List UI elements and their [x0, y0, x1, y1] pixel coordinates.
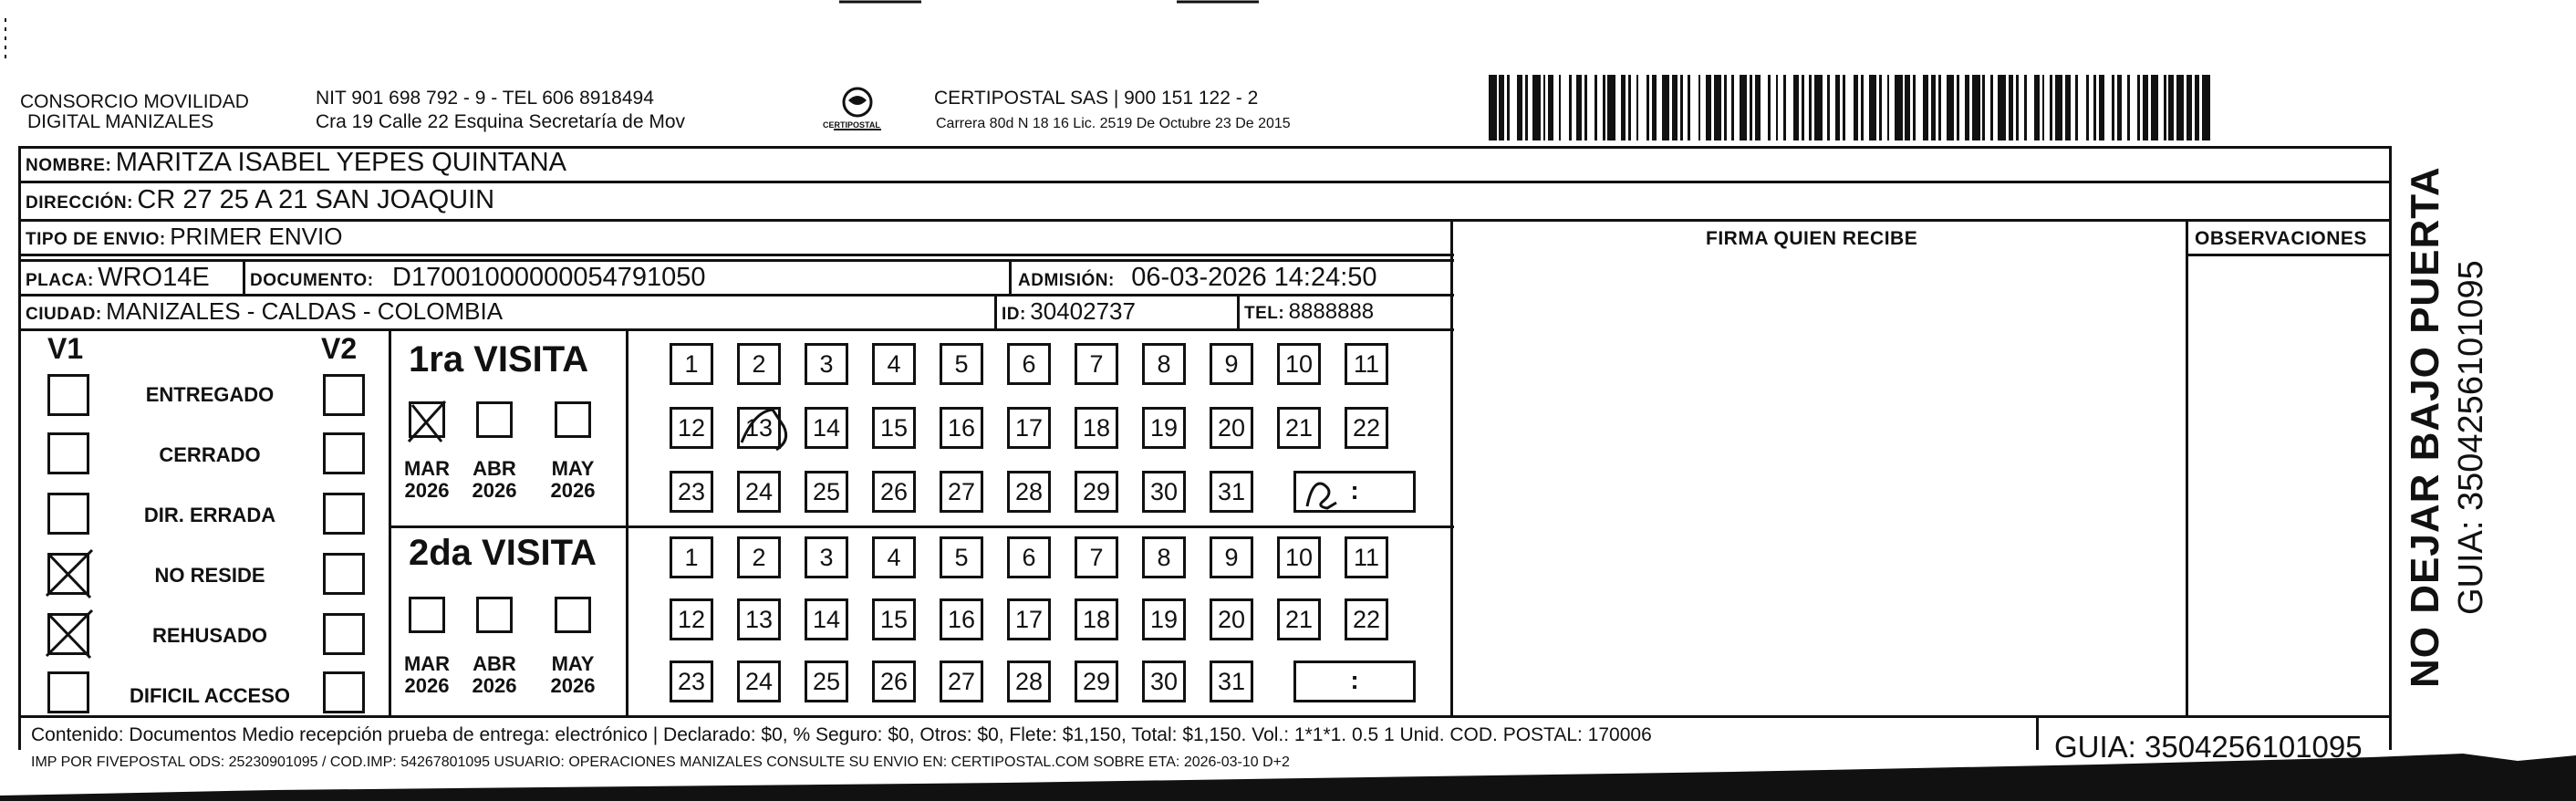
company-address: Cra 19 Calle 22 Esquina Secretaría de Mov — [316, 111, 686, 132]
handwritten-mark-icon — [736, 402, 791, 457]
day-box[interactable]: 18 — [1075, 598, 1118, 640]
month-checkbox[interactable] — [476, 401, 513, 438]
footer-guia: GUIA: 3504256101095 — [2054, 730, 2363, 764]
id-label: ID: — [1002, 305, 1026, 324]
day-box[interactable]: 30 — [1142, 471, 1186, 513]
certipostal-emblem-icon — [821, 84, 894, 139]
day-box[interactable]: 25 — [805, 661, 848, 702]
day-box[interactable]: 7 — [1075, 343, 1118, 385]
month-label — [544, 458, 602, 502]
barcode-bar — [1690, 75, 1698, 140]
barcode-bar — [1845, 75, 1854, 140]
day-box[interactable]: 11 — [1345, 536, 1388, 578]
day-box[interactable]: 13 — [737, 407, 781, 449]
day-box[interactable]: 25 — [805, 471, 848, 513]
v1-header: V1 — [47, 332, 84, 365]
day-box[interactable]: 29 — [1075, 661, 1118, 702]
barcode-bar — [2027, 75, 2035, 140]
ciudad-value: MANIZALES - CALDAS - COLOMBIA — [106, 297, 504, 325]
first-visit-title: 1ra VISITA — [409, 339, 589, 380]
day-box[interactable]: 1 — [670, 343, 713, 385]
month-checkbox[interactable] — [409, 597, 445, 633]
day-box[interactable]: 6 — [1007, 536, 1051, 578]
day-box[interactable]: 21 — [1277, 598, 1321, 640]
month-year: 2026 — [404, 674, 450, 697]
ciudad-cell — [26, 297, 503, 326]
time-box[interactable]: : — [1293, 471, 1416, 513]
day-box[interactable]: 19 — [1142, 407, 1186, 449]
status-label: NO RESIDE — [154, 564, 265, 587]
day-box[interactable]: 2 — [737, 343, 781, 385]
month-checkbox[interactable] — [409, 401, 445, 438]
month-label — [465, 458, 524, 502]
month-label — [465, 653, 524, 697]
v2-checkbox[interactable] — [323, 374, 365, 416]
documento-label: DOCUMENTO: — [250, 271, 374, 290]
month-label — [544, 653, 602, 697]
barcode-bar — [1714, 75, 1722, 140]
v1-checkbox[interactable] — [47, 553, 89, 595]
certipostal-title: CERTIPOSTAL SAS | 900 151 122 - 2 — [934, 88, 1259, 109]
footer-impresion: IMP POR FIVEPOSTAL ODS: 25230901095 / COD.IMP: 54267801095 USUARIO: OPERACIONES MANIZALES CONSULTE SU ENVIO EN: CERTIPOSTAL.COM SOBRE ETA: 2026-03-10 D+2 — [31, 754, 1290, 770]
tel-cell — [1244, 299, 1374, 325]
day-box[interactable]: 10 — [1277, 343, 1321, 385]
barcode-bar — [1532, 75, 1541, 140]
barcode-bar — [1895, 75, 1903, 140]
month-name: ABR — [473, 457, 516, 480]
month-checkbox[interactable] — [476, 597, 513, 633]
day-box[interactable]: 5 — [940, 536, 983, 578]
barcode-bar — [2104, 75, 2113, 140]
day-box[interactable]: 31 — [1210, 661, 1253, 702]
certipostal-logo-text: CERTIPOSTAL — [823, 120, 880, 130]
admision-label: ADMISIÓN: — [1018, 271, 1115, 290]
day-box[interactable]: 15 — [872, 598, 916, 640]
month-year: 2026 — [550, 479, 596, 502]
company-name-line2: DIGITAL MANIZALES — [27, 111, 214, 132]
day-box[interactable]: 20 — [1210, 407, 1253, 449]
certipostal-address: Carrera 80d N 18 16 Lic. 2519 De Octubre 23 De 2015 — [936, 116, 1291, 131]
side-guia: GUIA: 3504256101095 — [2452, 260, 2490, 615]
day-box[interactable]: 16 — [940, 407, 983, 449]
barcode-bar — [1662, 75, 1670, 140]
check-mark-icon — [50, 616, 87, 652]
month-name: MAR — [403, 457, 451, 480]
month-year: 2026 — [550, 674, 596, 697]
day-box[interactable]: 4 — [872, 343, 916, 385]
barcode-bar — [1998, 75, 2006, 140]
id-value: 30402737 — [1030, 297, 1136, 325]
observaciones-header: OBSERVACIONES — [2195, 228, 2367, 249]
month-year: 2026 — [472, 674, 517, 697]
barcode-bar — [1916, 75, 1924, 140]
barcode-bar — [2176, 75, 2185, 140]
placa-cell — [26, 263, 210, 293]
day-box[interactable]: 17 — [1007, 407, 1051, 449]
barcode-bar — [2055, 75, 2063, 140]
day-box[interactable]: 24 — [737, 471, 781, 513]
v1-checkbox[interactable] — [47, 374, 89, 416]
documento-value: D17001000000054791050 — [392, 263, 706, 292]
day-box[interactable]: 19 — [1142, 598, 1186, 640]
firma-header: FIRMA QUIEN RECIBE — [1706, 228, 1918, 249]
placa-label: PLACA: — [26, 271, 94, 290]
month-year: 2026 — [472, 479, 517, 502]
day-box[interactable]: 8 — [1142, 343, 1186, 385]
month-name: ABR — [473, 652, 516, 675]
month-label — [398, 458, 456, 502]
barcode-bar — [1510, 75, 1518, 140]
nombre-label: NOMBRE: — [26, 156, 112, 175]
day-box[interactable]: 22 — [1345, 407, 1388, 449]
day-box[interactable]: 2 — [737, 536, 781, 578]
direccion-value: CR 27 25 A 21 SAN JOAQUIN — [137, 185, 495, 214]
v2-checkbox[interactable] — [323, 432, 365, 474]
footer-contenido: Contenido: Documentos Medio recepción prueba de entrega: electrónico | Declarado: $0, % Seguro: $0, Otros: $0, Flete: $1,150, Total: $1,150. Vol.: 1*1*1. 0.5 1 Unid. COD. POSTAL: 170006 — [31, 724, 1652, 745]
ciudad-label: CIUDAD: — [26, 305, 102, 324]
barcode-bar — [2078, 75, 2086, 140]
barcode-bar — [1638, 75, 1646, 140]
company-nit-tel: NIT 901 698 792 - 9 - TEL 606 8918494 — [316, 88, 654, 109]
day-box[interactable]: 1 — [670, 536, 713, 578]
id-cell — [1002, 297, 1136, 326]
barcode-bar — [1740, 75, 1748, 140]
barcode-bar — [1972, 75, 1980, 140]
month-checkbox[interactable] — [555, 597, 591, 633]
barcode-bar — [1489, 75, 1497, 140]
day-box[interactable]: 18 — [1075, 407, 1118, 449]
v2-checkbox[interactable] — [323, 553, 365, 595]
v1-checkbox[interactable] — [47, 432, 89, 474]
day-box[interactable]: 22 — [1345, 598, 1388, 640]
day-box[interactable]: 12 — [670, 407, 713, 449]
tel-value: 8888888 — [1288, 299, 1375, 324]
v1-checkbox[interactable] — [47, 671, 89, 713]
day-box[interactable]: 10 — [1277, 536, 1321, 578]
tipo-envio-row — [26, 223, 342, 251]
day-box[interactable]: 21 — [1277, 407, 1321, 449]
barcode-bar — [2202, 75, 2210, 140]
month-label — [398, 653, 456, 697]
check-mark-icon — [50, 556, 87, 592]
day-box[interactable]: 5 — [940, 343, 983, 385]
day-box[interactable]: 4 — [872, 536, 916, 578]
documento-cell — [250, 263, 706, 293]
certipostal-logo — [821, 84, 894, 139]
barcode-bar — [1947, 75, 1955, 140]
barcode-bar — [1607, 75, 1615, 140]
status-label: REHUSADO — [152, 624, 267, 647]
month-name: MAR — [403, 652, 451, 675]
day-box[interactable]: 17 — [1007, 598, 1051, 640]
day-box[interactable]: 26 — [872, 471, 916, 513]
top-crop-marks — [0, 0, 2576, 64]
placa-value: WRO14E — [98, 263, 210, 292]
day-box[interactable]: 3 — [805, 343, 848, 385]
day-box[interactable]: 29 — [1075, 471, 1118, 513]
status-label: CERRADO — [159, 443, 261, 466]
day-box[interactable]: 26 — [872, 661, 916, 702]
day-box[interactable]: 28 — [1007, 471, 1051, 513]
day-box[interactable]: 24 — [737, 661, 781, 702]
v2-header: V2 — [321, 332, 358, 365]
day-box[interactable]: 23 — [670, 661, 713, 702]
v2-checkbox[interactable] — [323, 493, 365, 535]
barcode-bar — [1869, 75, 1877, 140]
day-box[interactable]: 30 — [1142, 661, 1186, 702]
day-box[interactable]: 7 — [1075, 536, 1118, 578]
day-box[interactable]: 13 — [737, 598, 781, 640]
day-box[interactable]: 20 — [1210, 598, 1253, 640]
barcode-bar — [1587, 75, 1595, 140]
check-mark-icon — [409, 401, 445, 438]
day-box[interactable]: 11 — [1345, 343, 1388, 385]
nombre-value: MARITZA ISABEL YEPES QUINTANA — [115, 148, 566, 177]
barcode-bar — [2130, 75, 2138, 140]
day-box[interactable]: 12 — [670, 598, 713, 640]
admision-value: 06-03-2026 14:24:50 — [1131, 263, 1377, 292]
day-box[interactable]: 9 — [1210, 343, 1253, 385]
handwritten-scribble-icon — [1304, 475, 1340, 512]
barcode-bar — [1761, 75, 1769, 140]
month-year: 2026 — [404, 479, 450, 502]
second-visit-title: 2da VISITA — [409, 533, 597, 573]
day-box[interactable]: 31 — [1210, 471, 1253, 513]
tipo-envio-label: TIPO DE ENVIO: — [26, 230, 166, 249]
admision-cell — [1018, 263, 1377, 293]
day-box[interactable]: 14 — [805, 407, 848, 449]
v1-checkbox[interactable] — [47, 613, 89, 655]
day-box[interactable]: 23 — [670, 471, 713, 513]
side-warning: NO DEJAR BAJO PUERTA — [2403, 166, 2447, 688]
v2-checkbox[interactable] — [323, 613, 365, 655]
day-box[interactable]: 14 — [805, 598, 848, 640]
direccion-row — [26, 185, 494, 215]
barcode-bar — [2151, 75, 2159, 140]
tipo-envio-value: PRIMER ENVIO — [170, 223, 343, 250]
day-box[interactable]: 16 — [940, 598, 983, 640]
barcode — [1489, 75, 2211, 140]
v2-checkbox[interactable] — [323, 671, 365, 713]
status-label: DIFICIL ACCESO — [129, 684, 290, 707]
day-box[interactable]: 6 — [1007, 343, 1051, 385]
status-label: DIR. ERRADA — [143, 504, 276, 526]
v1-checkbox[interactable] — [47, 493, 89, 535]
time-box[interactable]: : — [1293, 661, 1416, 702]
day-box[interactable]: 8 — [1142, 536, 1186, 578]
company-name-line1: CONSORCIO MOVILIDAD — [20, 91, 249, 112]
nombre-row — [26, 148, 566, 178]
day-box[interactable]: 15 — [872, 407, 916, 449]
direccion-label: DIRECCIÓN: — [26, 193, 133, 213]
tel-label: TEL: — [1244, 304, 1285, 323]
day-box[interactable]: 9 — [1210, 536, 1253, 578]
day-box[interactable]: 27 — [940, 661, 983, 702]
month-name: MAY — [551, 652, 595, 675]
day-box[interactable]: 3 — [805, 536, 848, 578]
barcode-bar — [1786, 75, 1794, 140]
month-checkbox[interactable] — [555, 401, 591, 438]
barcode-bar — [1814, 75, 1823, 140]
day-box[interactable]: 28 — [1007, 661, 1051, 702]
barcode-bar — [1561, 75, 1569, 140]
status-label: ENTREGADO — [145, 383, 275, 406]
day-box[interactable]: 27 — [940, 471, 983, 513]
month-name: MAY — [551, 457, 595, 480]
